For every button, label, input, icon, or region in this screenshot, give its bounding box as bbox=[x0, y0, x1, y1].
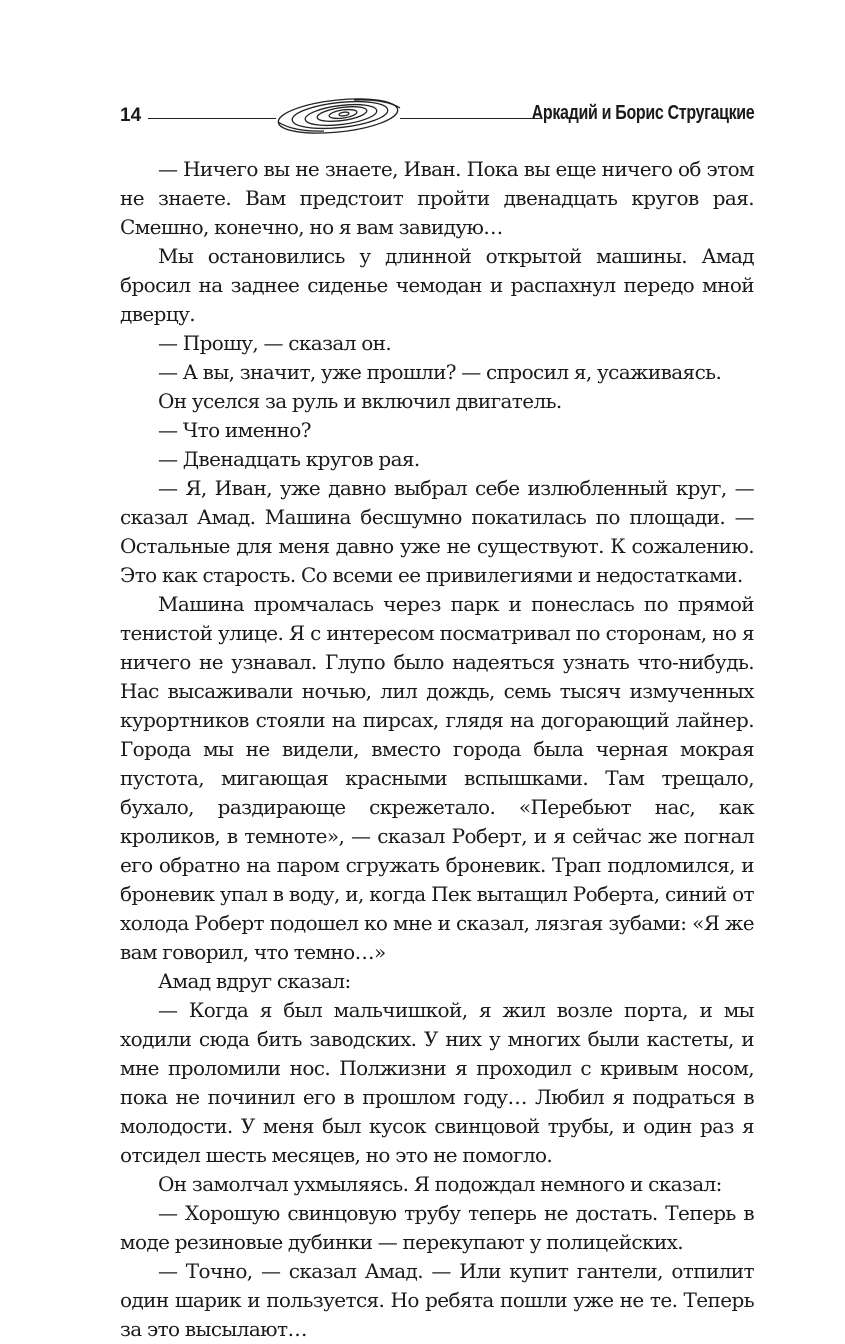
paragraph: Он замолчал ухмыляясь. Я подождал немного и сказал: bbox=[158, 1172, 722, 1196]
header-rule-right bbox=[400, 118, 540, 119]
paragraph: — Двенадцать кругов рая. bbox=[158, 447, 420, 471]
paragraph: Мы остановились у длинной открытой машины. Амад бросил на заднее сиденье чемодан и распахнул передо мной дверцу. bbox=[120, 244, 754, 326]
paragraph: — Что именно? bbox=[158, 418, 311, 442]
paragraph: — Прошу, — сказал он. bbox=[158, 331, 392, 355]
paragraph: Амад вдруг сказал: bbox=[158, 969, 351, 993]
paragraph: — Ничего вы не знаете, Иван. Пока вы еще ничего об этом не знаете. Вам предстоит пройти двенадцать кругов рая. Смешно, конечно, но я вам завидую… bbox=[120, 157, 754, 239]
paragraph: — Точно, — сказал Амад. — Или купит гантели, отпилит один шарик и пользуется. Но ребята пошли уже не те. Теперь за это высылают… bbox=[120, 1259, 754, 1341]
page-text bbox=[120, 155, 754, 1344]
running-header bbox=[120, 96, 754, 136]
paragraph: Машина промчалась через парк и понеслась по прямой тенистой улице. Я с интересом посматривал по сторонам, но я ничего не узнавал. Глупо было надеяться узнать что-нибудь. Нас высаживали ночью, лил дождь, семь тысяч измученных курортников стояли на пирсах, глядя на догорающий лайнер. Города мы не видели, вместо города была черная мокрая пустота, мигающая красными вспышками. Там трещало, бухало, раздирающе скрежетало. «Перебьют нас, как кроликов, в темноте», — сказал Роберт, и я сейчас же погнал его обратно на паром сгружать броневик. Трап подломился, и броневик упал в воду, и, когда Пек вытащил Роберта, синий от холода Роберт подошел ко мне и сказал, лязгая зубами: «Я же вам говорил, что темно…» bbox=[120, 592, 754, 964]
paragraph: — Я, Иван, уже давно выбрал себе излюбленный круг, — сказал Амад. Машина бесшумно покатилась по площади. — Остальные для меня давно уже не существуют. К сожалению. Это как старость. Со всеми ее привилегиями и недостатками. bbox=[120, 476, 754, 587]
header-rule-left bbox=[148, 118, 276, 119]
paragraph: — Когда я был мальчишкой, я жил возле порта, и мы ходили сюда бить заводских. У них у многих были кастеты, и мне проломили нос. Полжизни я проходил с кривым носом, пока не починил его в прошлом году… Любил я подраться в молодости. У меня был кусок свинцовой трубы, и один раз я отсидел шесть месяцев, но это не помогло. bbox=[120, 998, 754, 1167]
paragraph: — А вы, значит, уже прошли? — спросил я, усаживаясь. bbox=[158, 360, 722, 384]
page-number: 14 bbox=[120, 105, 142, 126]
spiral-ornament-icon bbox=[274, 96, 404, 136]
paragraph: Он уселся за руль и включил двигатель. bbox=[158, 389, 562, 413]
book-author: Аркадий и Борис Стругацкие bbox=[531, 102, 754, 124]
paragraph: — Хорошую свинцовую трубу теперь не достать. Теперь в моде резиновые дубинки — перекупают у полицейских. bbox=[120, 1201, 754, 1254]
